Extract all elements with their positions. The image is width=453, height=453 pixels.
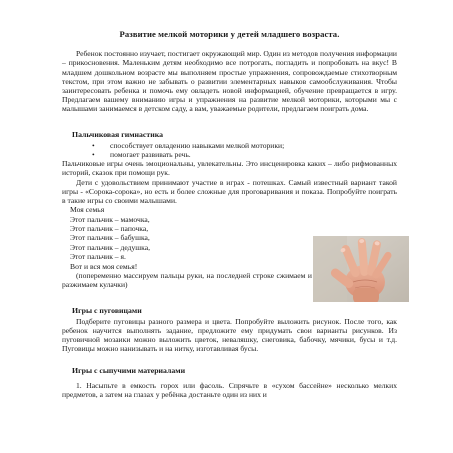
finger-paragraph-1: Пальчиковые игры очень эмоциональны, увлекательны. Это инсценировка каких – либо рифмованных историй, сказок при помощи рук. bbox=[62, 159, 397, 178]
finger-bullets bbox=[92, 141, 397, 159]
poem-line: Этот пальчик – дедушка, bbox=[70, 242, 150, 252]
family-poem bbox=[70, 205, 318, 271]
bulk-materials-heading: Игры с сыпучими материалами bbox=[72, 365, 186, 375]
poem-line: Вот и вся моя семья! bbox=[70, 261, 138, 271]
poem-note: (попеременно массируем пальцы руки, на последней строке сжимаем и разжимаем кулачки) bbox=[62, 271, 312, 290]
finger-gymnastics-heading: Пальчиковая гимнастика bbox=[72, 129, 163, 139]
buttons-paragraph: Подберите пуговицы разного размера и цвета. Попробуйте выложить рисунок. После того, как ребенок научится выполнять задание, предложите ему придумать свои варианты рисунков. Из пуговичной мозаики можно выложить цветок, неваляшку, снеговика, бабочку, мячики, бусы и т.д. Пуговицы можно нанизывать и на нитку, изготавливая бусы. bbox=[62, 316, 397, 354]
bulk-item-1: 1. Насыпьте в емкость горох или фасоль. Спрячьте в «сухом бассейне» несколько мелких предметов, а затем на глазах у ребёнка достаньте один из них и bbox=[62, 380, 397, 399]
poem-line: Этот пальчик – я. bbox=[70, 252, 126, 262]
poem-line: Моя семья bbox=[70, 205, 105, 215]
hand-photo bbox=[313, 236, 409, 302]
poem-line: Этот пальчик – папочка, bbox=[70, 224, 149, 234]
poem-line: Этот пальчик – бабушка, bbox=[70, 233, 150, 243]
intro-paragraph: Ребенок постоянно изучает, постигает окружающий мир. Один из методов получения информации – прикосновения. Маленьким детям необходимо все потрогать, погладить и попробовать на вкус! В младшем дошкольном возрасте мы выполняем простые упражнения, сопровождаемые стихотворным текстом, при этом важно не забывать о развитии элементарных навыков самообслуживания. Чтобы заинтересовать ребенка и помочь ему овладеть новой информацией, обучение превращается в игру. Предлагаем вашему вниманию игры и упражнения на развитие мелкой моторики, которыми мы с малышами занимаемся в детском саду, а вам, уважаемые родители, предлагаем поиграть дома. bbox=[62, 49, 397, 114]
bullet-item: • помогает развивать речь. bbox=[92, 150, 397, 159]
bullet-item: • способствует овладению навыками мелкой моторики; bbox=[92, 141, 397, 150]
finger-paragraph-2: Дети с удовольствием принимают участие в играх - потешках. Самый известный вариант такой игры - «Сорока-сорока», но есть и более сложные для проговаривания и показа. Попробуйте поиграть в такие игры со своими малышами. bbox=[62, 177, 397, 206]
buttons-games-heading: Игры с пуговицами bbox=[72, 305, 142, 315]
poem-line: Этот пальчик – мамочка, bbox=[70, 214, 150, 224]
document-title: Развитие мелкой моторики у детей младшего возраста. bbox=[119, 29, 340, 39]
